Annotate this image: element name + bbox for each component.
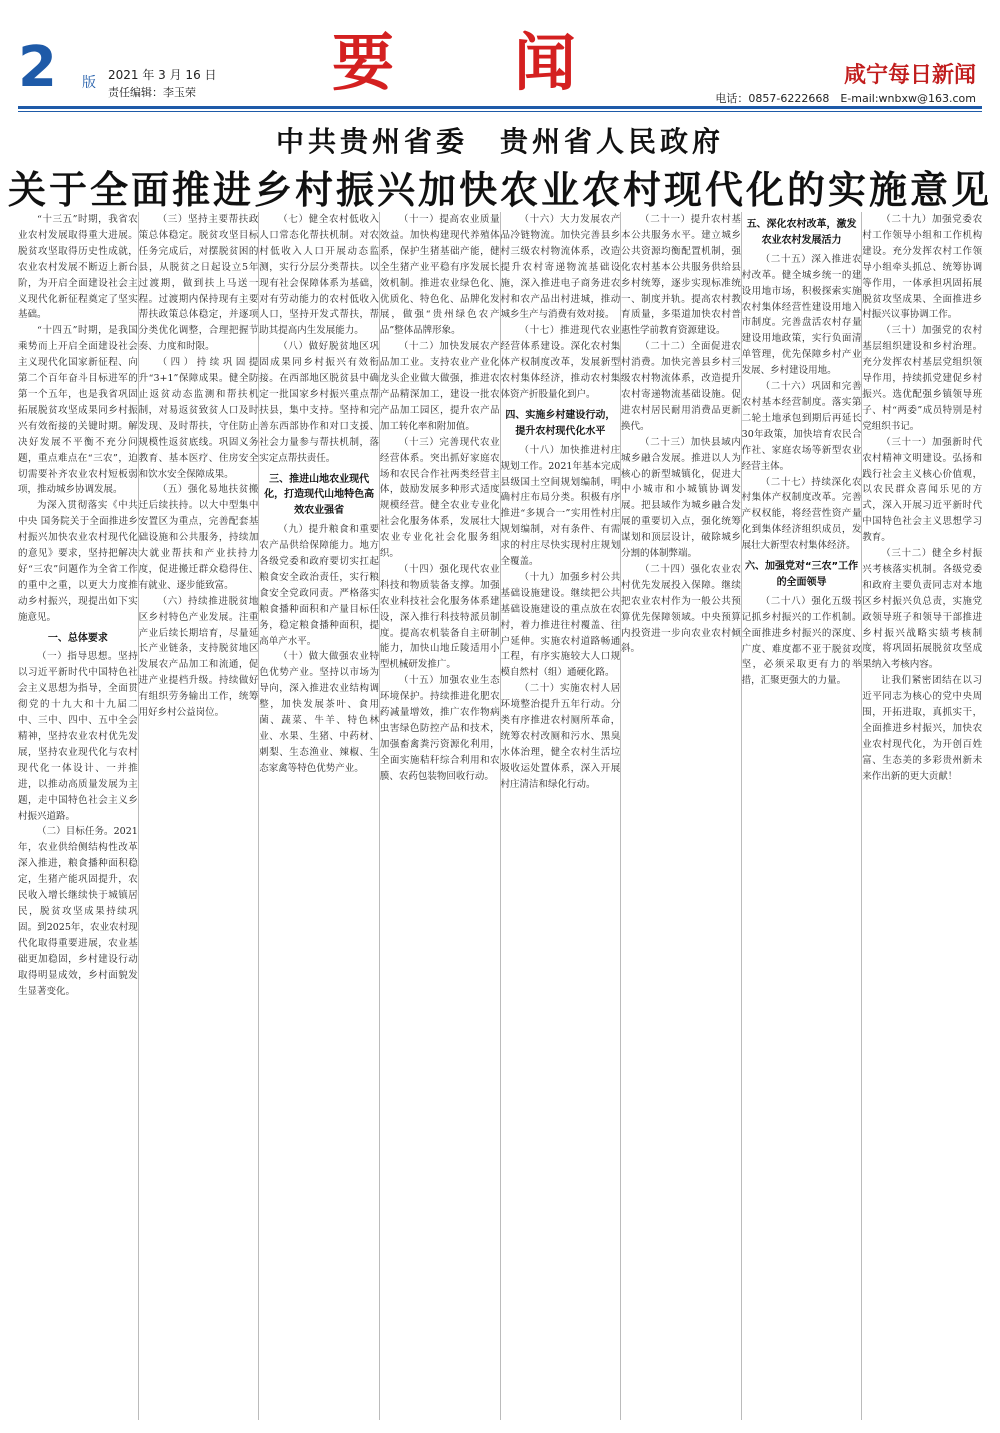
body-paragraph: （二十七）持续深化农村集体产权制度改革。完善产权权能，将经营性资产量化到集体经济组织成员，发展壮大新型农村集体经济。: [741, 476, 862, 552]
body-paragraph: （十）做大做强农业特色优势产业。坚持以市场为导向，深入推进农业结构调整，加快发展茶叶、食用菌、蔬菜、牛羊、特色林业、水果、生猪、中药材、刺梨、生态渔业、辣椒、生态家禽等特色优势产业。: [259, 651, 380, 774]
body-paragraph: （三十）加强党的农村基层组织建设和乡村治理。充分发挥农村基层党组织领导作用，持续抓党建促乡村振兴。选优配强乡镇领导班子、村“两委”成员特别是村党组织书记。: [862, 325, 983, 432]
text-column: [380, 212, 500, 1420]
section-heading: 六、加强党对“三农”工作的全面领导: [744, 561, 859, 588]
body-paragraph: “十四五”时期，是我国乘势而上开启全面建设社会主义现代化国家新征程、向第二个百年奋斗目标进军的第一个五年，也是我省巩固拓展脱贫攻坚成果同乡村振兴有效衔接的关键时期。解决好发展不平衡不充分问题，重点难点在“三农”，迫切需要补齐农业农村短板弱项，推动城乡协调发展。: [18, 325, 138, 496]
section-heading: 一、总体要求: [47, 632, 108, 644]
masthead-rule: [18, 106, 982, 109]
body-paragraph: （十一）提高农业质量效益。加快构建现代养殖体系，保护生猪基础产能，健全生猪产业平稳有序发展长效机制。推进农业绿色化、优质化、特色化、品牌化发展，做强“贵州绿色农产品”整体品牌形象。: [379, 214, 500, 337]
text-column: [18, 212, 138, 1420]
headline-block: [0, 120, 1000, 210]
body-paragraph: （二十一）提升农村基本公共服务水平。建立城乡公共资源均衡配置机制，强化农村基本公共服务供给县乡村统筹，逐步实现标准统一、制度并轨。提高农村教育质量，多渠道加快农村普惠性学前教育资源建设。: [621, 214, 741, 337]
body-paragraph: （七）健全农村低收入人口常态化帮扶机制。对农村低收入人口开展动态监测，实行分层分类帮扶。以现有社会保障体系为基础，对有劳动能力的农村低收入人口，坚持开发式帮扶，帮助其提高内生发展能力。: [259, 214, 380, 337]
body-paragraph: （三）坚持主要帮扶政策总体稳定。脱贫攻坚目标任务完成后，对摆脱贫困的县，从脱贫之日起设立5年过渡期，做到扶上马送一程。过渡期内保持现有主要帮扶政策总体稳定，并逐项分类优化调整，合理把握节奏、力度和时限。: [138, 214, 259, 353]
text-column: [259, 212, 379, 1420]
body-paragraph: （三十二）健全乡村振兴考核落实机制。各级党委和政府主要负责同志对本地区乡村振兴负总责，实施党政领导班子和领导干部推进乡村振兴战略实绩考核制度，将巩固拓展脱贫攻坚成果纳入考核内容。: [862, 548, 983, 671]
body-paragraph: （二十八）强化五级书记抓乡村振兴的工作机制。全面推进乡村振兴的深度、广度、难度都不亚于脱贫攻坚，必须采取更有力的举措，汇聚更强大的力量。: [741, 595, 862, 687]
body-paragraph: （十九）加强乡村公共基础设施建设。继续把公共基础设施建设的重点放在农村，着力推进往村覆盖、往户延伸。实施农村道路畅通工程，有序实施较大人口规模自然村（组）通硬化路。: [500, 571, 621, 679]
editor-credit: 责任编辑：李玉荣: [108, 86, 196, 99]
body-paragraph: （十七）推进现代农业经营体系建设。深化农村集体产权制度改革，发展新型农村集体经济，推动农村集体资产折股量化到户。: [500, 325, 621, 400]
body-paragraph: （十三）完善现代农业经营体系。突出抓好家庭农场和农民合作社两类经营主体，鼓励发展多种形式适度规模经营。健全农业专业化社会化服务体系，发展壮大农业专业化社会化服务组织。: [379, 436, 500, 560]
masthead: [0, 0, 1000, 120]
text-column: [621, 212, 741, 1420]
text-column: [742, 212, 862, 1420]
body-paragraph: （十六）大力发展农产品冷链物流。加快完善县乡村三级农村物流体系，改造提升农村寄递物流基础设施，深入推进电子商务进农村和农产品出村进城，推动城乡生产与消费有效对接。: [500, 214, 621, 321]
page-number: 2: [18, 35, 57, 100]
body-paragraph: （一）指导思想。坚持以习近平新时代中国特色社会主义思想为指导，全面贯彻党的十九大和十九届二中、三中、四中、五中全会精神，坚持农业农村优先发展，坚持农业现代化与农村现代化一体设计、一并推进，以推动高质量发展为主题，走中国特色社会主义乡村振兴道路。: [18, 651, 138, 822]
body-paragraph: “十三五”时期，我省农业农村发展取得重大进展。脱贫攻坚取得历史性成就，农业农村发展不断迈上新台阶，为开启全面建设社会主义现代化新征程奠定了坚实基础。: [18, 214, 138, 321]
body-paragraph: （五）强化易地扶贫搬迁后续扶持。以大中型集中安置区为重点，完善配套基础设施和公共服务，持续加大就业帮扶和产业扶持力度，促进搬迁群众稳得住、有就业、逐步能致富。: [138, 484, 259, 591]
body-paragraph: （十四）强化现代农业科技和物质装备支撑。加强农业科技社会化服务体系建设，深入推行科技特派员制度。提高农机装备自主研制能力，加快山地丘陵适用小型机械研发推广。: [379, 563, 500, 671]
body-paragraph: （二十六）巩固和完善农村基本经营制度。落实第二轮土地承包到期后再延长30年政策，加快培育农民合作社、家庭农场等新型农业经营主体。: [741, 381, 862, 472]
body-paragraph: （二十）实施农村人居环境整治提升五年行动。分类有序推进农村厕所革命，统筹农村改厕和污水、黑臭水体治理，健全农村生活垃圾收运处置体系，深入开展村庄清洁和绿化行动。: [500, 683, 621, 790]
body-paragraph: （四）持续巩固提升“3+1”保障成果。健全防止返贫动态监测和帮扶机制，对易返贫致贫人口及时发现、及时帮扶，守住防止规模性返贫底线。巩固义务教育、基本医疗、住房安全和饮水安全保障成果。: [138, 357, 259, 480]
section-heading: 三、推进山地农业现代化，打造现代山地特色高效农业强省: [264, 473, 375, 517]
masthead-rule-thin: [18, 111, 982, 112]
article-body: [18, 212, 982, 1420]
section-title: 要闻: [332, 26, 697, 99]
body-paragraph: （二十三）加快县域内城乡融合发展。推进以人为核心的新型城镇化，促进大中小城市和小城镇协调发展。把县域作为城乡融合发展的重要切入点，强化统筹谋划和顶层设计，破除城乡分割的体制弊端。: [621, 436, 741, 560]
text-column: [500, 212, 620, 1420]
body-paragraph: （十二）加快发展农产品加工业。支持农业产业化龙头企业做大做强，推进农产品精深加工，建设一批农产品加工园区，提升农产品加工转化率和附加值。: [379, 341, 500, 432]
article-headline: 关于全面推进乡村振兴加快农业农村现代化的实施意见: [7, 168, 992, 212]
body-paragraph: （二）目标任务。2021年，农业供给侧结构性改革深入推进，粮食播种面积稳定，生猪产能巩固提升，农民收入增长继续快于城镇居民，脱贫攻坚成果持续巩固。到2025年，农业农村现代化取得重要进展，农业基础更加稳固，乡村建设行动取得明显成效，乡村面貌发生显著变化。: [18, 826, 138, 997]
body-paragraph: （二十二）全面促进农村消费。加快完善县乡村三级农村物流体系，改造提升农村寄递物流基础设施。促进农村居民耐用消费品更新换代。: [621, 341, 741, 432]
body-paragraph: （二十四）强化农业农村优先发展投入保障。继续把农业农村作为一般公共预算优先保障领域。中央预算内投资进一步向农业农村倾斜。: [621, 563, 741, 655]
text-column: [139, 212, 259, 1420]
text-column: [862, 212, 982, 1420]
body-paragraph: 让我们紧密团结在以习近平同志为核心的党中央周围，开拓进取，真抓实干，全面推进乡村振兴，加快农业农村现代化，为开创百姓富、生态美的多彩贵州新未来作出新的更大贡献！: [862, 675, 983, 782]
body-paragraph: （六）持续推进脱贫地区乡村特色产业发展。注重产业后续长期培育，尽量延长产业链条，支持脱贫地区发展农产品加工和流通，促进产业提档升级。持续做好有组织劳务输出工作，统筹用好乡村公益岗位。: [138, 595, 259, 719]
body-paragraph: （八）做好脱贫地区巩固成果同乡村振兴有效衔接。在西部地区脱贫县中确定一批国家乡村振兴重点帮扶县，集中支持。坚持和完善东西部协作和对口支援、社会力量参与帮扶机制，落实定点帮扶责任。: [259, 341, 380, 464]
body-paragraph: （三十一）加强新时代农村精神文明建设。弘扬和践行社会主义核心价值观，以农民群众喜闻乐见的方式，深入开展习近平新时代中国特色社会主义思想学习教育。: [862, 436, 983, 544]
article-kicker: 中共贵州省委 贵州省人民政府: [275, 125, 724, 158]
section-heading: 五、深化农村改革，激发农业农村发展活力: [746, 219, 857, 246]
contact-info: 电话：0857-6222668 E-mail:wnbxw@163.com: [715, 92, 976, 105]
issue-date: 2021 年 3 月 16 日: [108, 68, 217, 82]
body-paragraph: （十五）加强农业生态环境保护。持续推进化肥农药减量增效，推广农作物病虫害绿色防控产品和技术，加强畜禽粪污资源化利用，全面实施秸秆综合利用和农膜、农药包装物回收行动。: [379, 675, 500, 782]
body-paragraph: （二十五）深入推进农村改革。健全城乡统一的建设用地市场，积极探索实施农村集体经营性建设用地入市制度。完善盘活农村存量建设用地政策，实行负面清单管理，优先保障乡村产业发展、乡村建设用地。: [741, 253, 862, 377]
body-paragraph: 为深入贯彻落实《中共中央 国务院关于全面推进乡村振兴加快农业农村现代化的意见》要求，坚持把解决好“三农”问题作为全省工作的重中之重，以更大力度推动乡村振兴，现提出如下实施意见。: [18, 500, 138, 623]
body-paragraph: （十八）加快推进村庄规划工作。2021年基本完成县级国土空间规划编制，明确村庄布局分类。积极有序推进“多规合一”实用性村庄规划编制，对有条件、有需求的村庄尽快实现村庄规划全覆盖。: [500, 444, 621, 568]
body-paragraph: （九）提升粮食和重要农产品供给保障能力。地方各级党委和政府要切实扛起粮食安全政治责任，实行粮食安全党政同责。严格落实粮食播种面积和产量目标任务，稳定粮食播种面积，提高单产水平。: [259, 524, 380, 647]
body-paragraph: （二十九）加强党委农村工作领导小组和工作机构建设。充分发挥农村工作领导小组牵头抓总、统筹协调等作用，一体承担巩固拓展脱贫攻坚成果、全面推进乡村振兴议事协调工作。: [862, 214, 983, 321]
newspaper-name: 咸宁每日新闻: [843, 62, 976, 88]
page-number-suffix: 版: [82, 75, 96, 91]
section-heading: 四、实施乡村建设行动，提升农村现代化水平: [505, 409, 616, 437]
